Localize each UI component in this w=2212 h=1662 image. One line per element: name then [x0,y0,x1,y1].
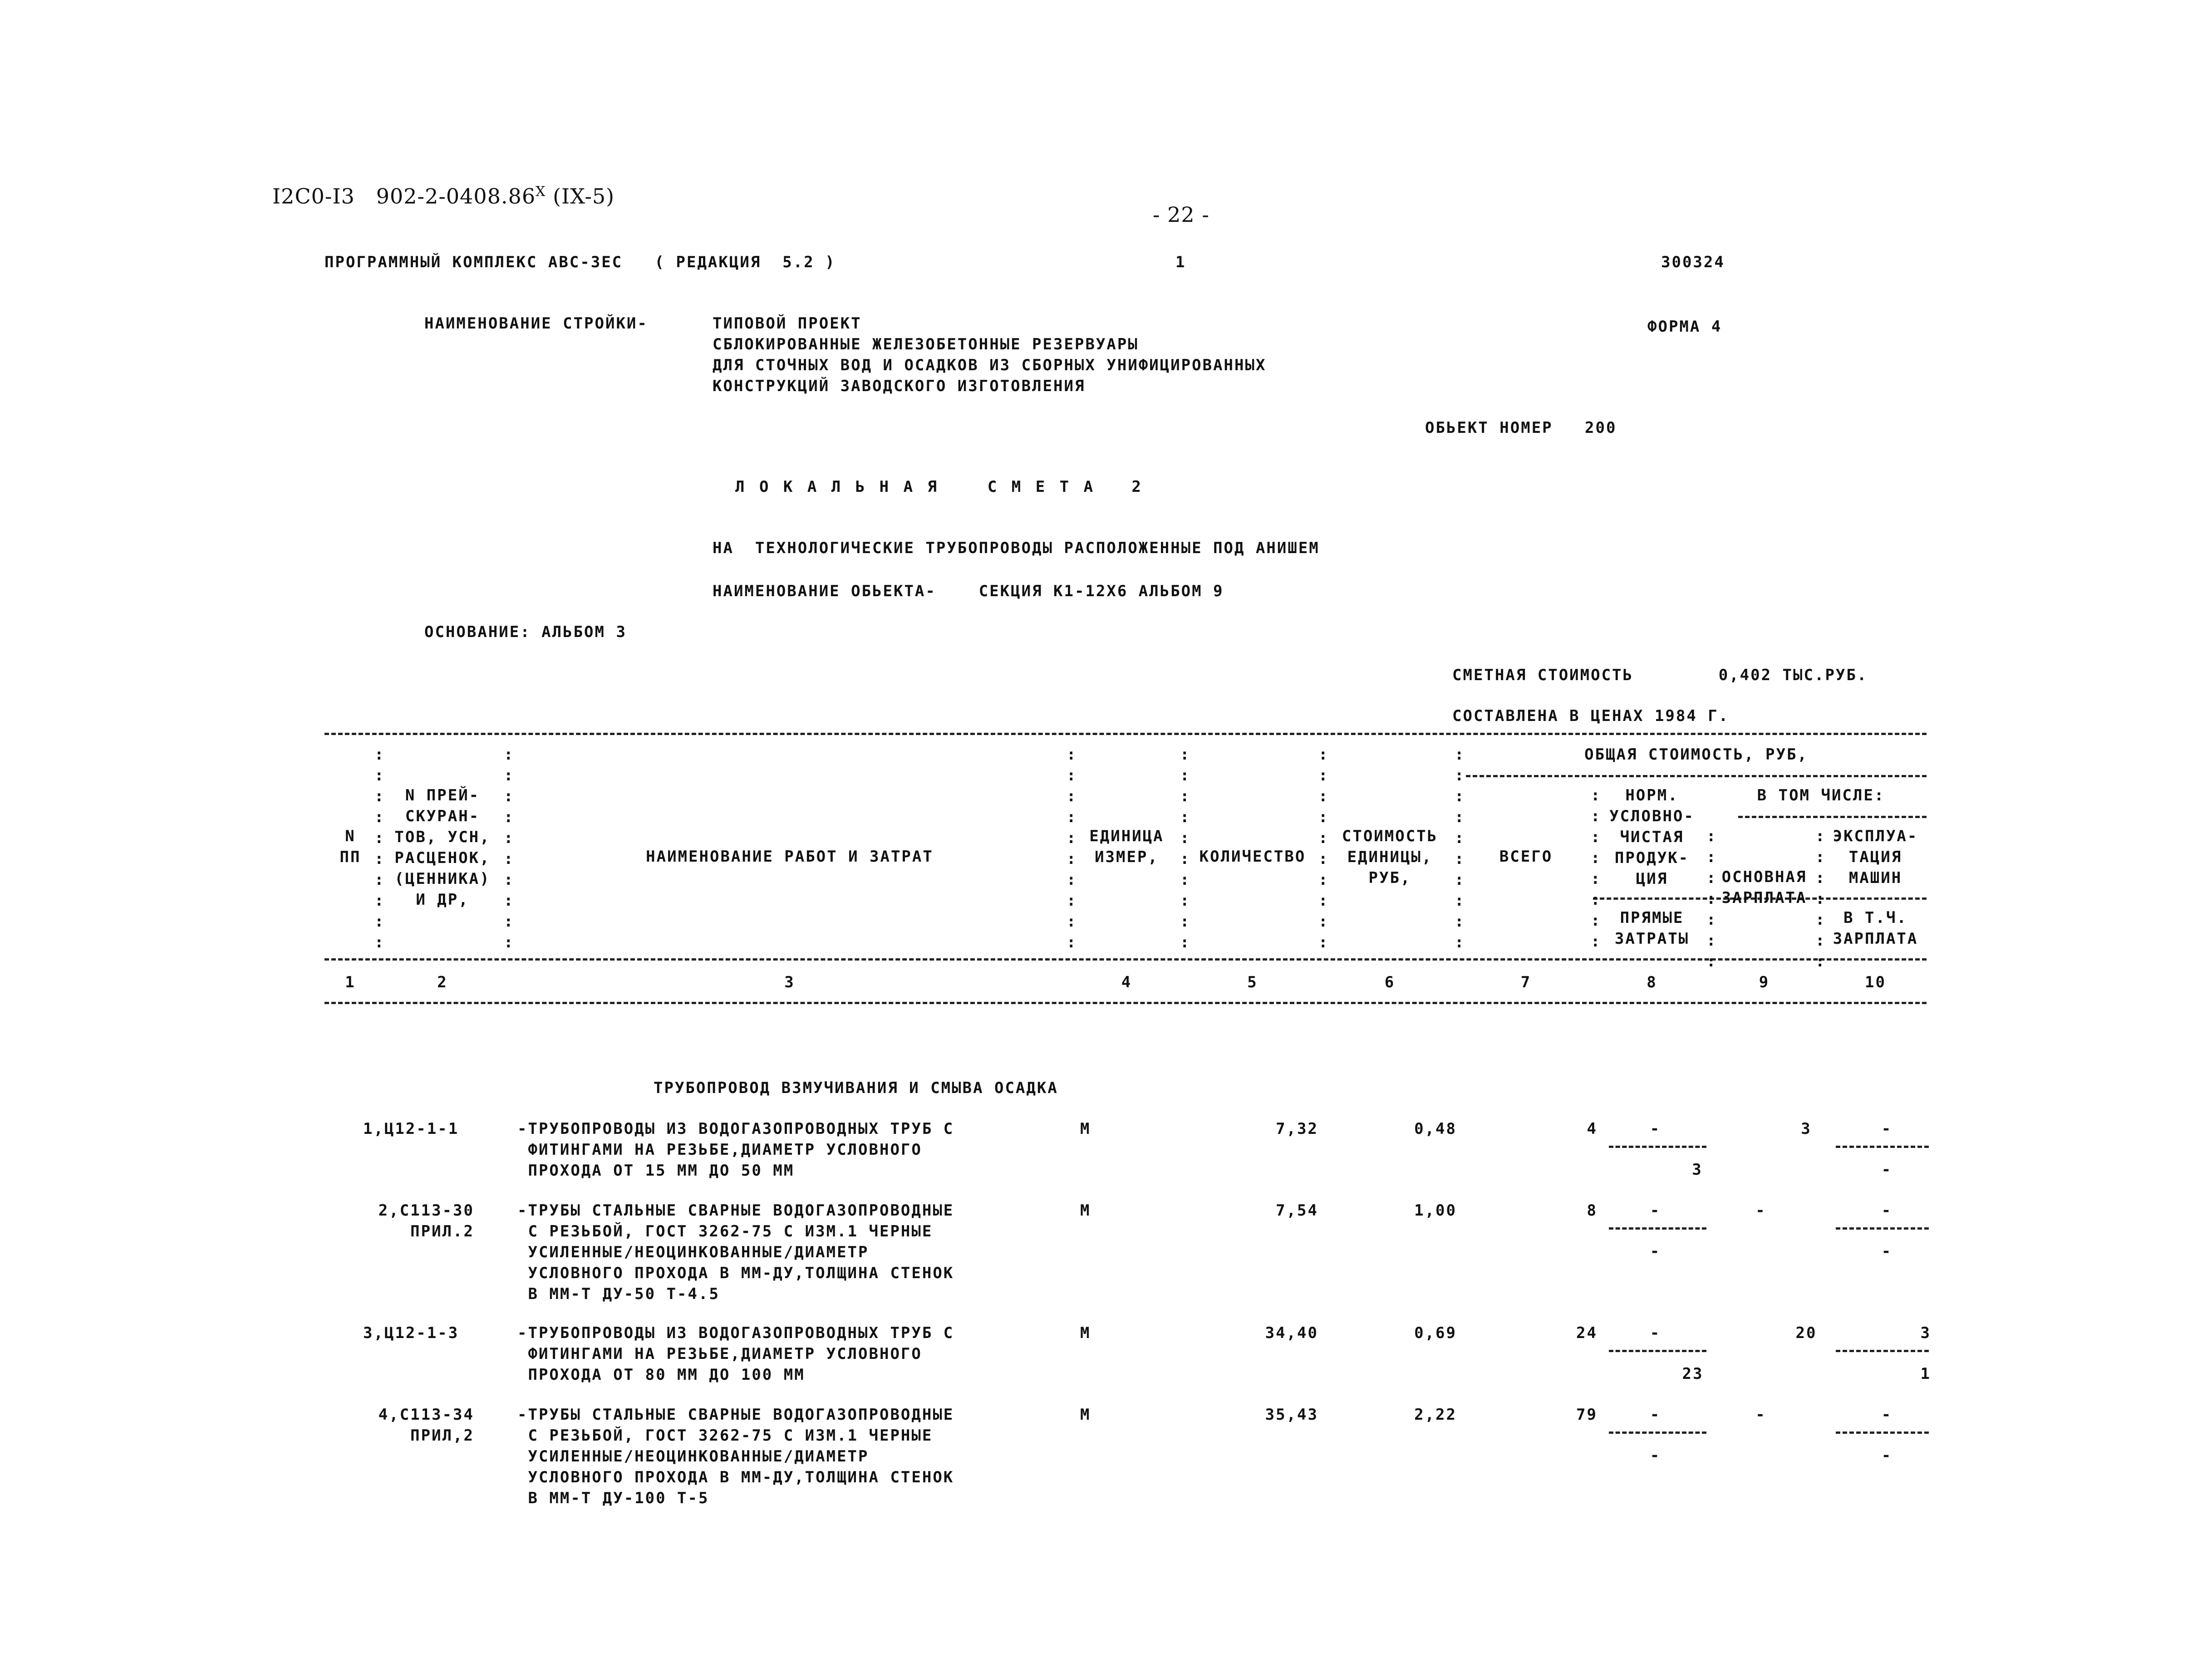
document-code: 300324 [1661,253,1725,271]
col-header-machine-operation: ЭКСПЛУА- ТАЦИЯ МАШИН [1833,827,1918,887]
row-norm-product: - [1650,1406,1661,1424]
cell-divider [1609,1227,1706,1230]
row-quantity: 7,54 [1276,1201,1318,1220]
row-unit: М [1080,1324,1091,1342]
row-direct-costs: - [1650,1242,1661,1260]
row-quantity: 34,40 [1265,1324,1318,1342]
price-base: СОСТАВЛЕНА В ЦЕНАХ 1984 Г. [1452,707,1730,725]
col-number: 4 [1121,973,1132,991]
column-separator: : : : : : : : : : : [1318,745,1328,951]
row-machine-salary: - [1881,1446,1892,1465]
row-code: 4,С113-34 ПРИЛ,2 [378,1406,474,1445]
col-number: 1 [345,973,356,991]
col-header-n: N ПП [339,827,361,866]
row-code: 3,Ц12-1-3 [363,1324,459,1342]
col-header-direct-costs: ПРЯМЫЕ ЗАТРАТЫ [1614,909,1690,948]
object-name: НАИМЕНОВАНИЕ ОБЬЕКТА- СЕКЦИЯ К1-12Х6 АЛЬБОМ 9 [713,582,1224,600]
document-title: Л О К А Л Ь Н А Я С М Е Т А 2 [735,478,1144,496]
col-header-total-cost: ОБЩАЯ СТОИМОСТЬ, РУБ, [1584,745,1808,764]
column-separator: : : : : : : : : : : [1180,745,1190,951]
column-separator: : : : : : : : : : : [1455,745,1464,951]
row-base-salary: - [1755,1406,1766,1424]
row-unit: М [1080,1201,1091,1220]
row-machine-salary: - [1881,1242,1892,1260]
section-title: ТРУБОПРОВОД ВЗМУЧИВАНИЯ И СМЫВА ОСАДКА [654,1079,1058,1097]
col-number: 5 [1247,973,1258,991]
column-separator: : : : : : : : : : : [504,745,513,951]
construction-name-line: ДЛЯ СТОЧНЫХ ВОД И ОСАДКОВ ИЗ СБОРНЫХ УНИФИЦИРОВАННЫХ [713,356,1267,374]
program-line: ПРОГРАММНЫЙ КОМПЛЕКС АВС-3ЕС ( РЕДАКЦИЯ 5.2 ) [324,253,836,271]
total-header-rule [1466,775,1927,777]
column-separator: : : : : : : : [1706,827,1716,971]
row-description: -ТРУБЫ СТАЛЬНЫЕ СВАРНЫЕ ВОДОГАЗОПРОВОДНЫЕ С РЕЗЬБОЙ, ГОСТ 3262-75 С ИЗМ.1 ЧЕРНЫЕ УСИЛЕННЫЕ/НЕОЦИНКОВАННЫЕ/ДИАМЕТР УСЛОВНОГО ПРОХОДА В ММ-ДУ,ТОЛЩИНА СТЕНОК В ММ-Т ДУ-50 Т-4.5 [517,1201,954,1303]
cell-divider [1836,1432,1929,1434]
row-direct-costs: 23 [1682,1365,1704,1383]
column-separator: : : : : : : : : : : [1067,745,1076,951]
col-header-unit: ЕДИНИЦА ИЗМЕР, [1089,827,1164,866]
row-description: -ТРУБОПРОВОДЫ ИЗ ВОДОГАЗОПРОВОДНЫХ ТРУБ С ФИТИНГАМИ НА РЕЗЬБЕ,ДИАМЕТР УСЛОВНОГО ПРОХОДА ОТ 15 ММ ДО 50 ММ [517,1120,954,1180]
row-direct-costs: - [1650,1446,1661,1465]
row-total: 79 [1576,1406,1598,1424]
col-number: 6 [1384,973,1396,991]
col-number: 2 [437,973,448,991]
row-total: 4 [1587,1120,1598,1138]
col-header-unit-cost: СТОИМОСТЬ ЕДИНИЦЫ, РУБ, [1342,827,1438,887]
construction-name [713,313,1266,397]
row-direct-costs: 3 [1692,1161,1703,1179]
cell-divider [1609,1432,1706,1434]
col-header-work-name: НАИМЕНОВАНИЕ РАБОТ И ЗАТРАТ [646,848,934,866]
row-machine-salary: 1 [1920,1365,1931,1383]
row-unit: М [1080,1120,1091,1138]
sheet-number: 1 [1175,253,1186,271]
table-header-bottom-rule [324,958,1927,961]
col-header-including: В ТОМ ЧИСЛЕ: [1757,786,1885,804]
form-number: ФОРМА 4 [1647,318,1722,336]
row-unit-cost: 0,69 [1414,1324,1457,1342]
incl-header-rule [1738,816,1927,818]
col-header-quantity: КОЛИЧЕСТВО [1199,848,1306,866]
cell-divider [1836,1146,1929,1148]
row-base-salary: - [1755,1201,1766,1220]
col-header-base-salary: ОСНОВНАЯ ЗАРПЛАТА [1721,868,1807,907]
basis-line: ОСНОВАНИЕ: АЛЬБОМ 3 [424,623,627,641]
column-separator: : : : : : : : : : : [374,745,384,951]
construction-label: НАИМЕНОВАНИЕ СТРОЙКИ- [424,314,648,333]
cell-divider [1609,1146,1706,1148]
col-number: 10 [1865,973,1886,991]
row-quantity: 35,43 [1265,1406,1318,1424]
row-norm-product: - [1650,1324,1661,1342]
row-description: -ТРУБОПРОВОДЫ ИЗ ВОДОГАЗОПРОВОДНЫХ ТРУБ С ФИТИНГАМИ НА РЕЗЬБЕ,ДИАМЕТР УСЛОВНОГО ПРОХОДА ОТ 80 ММ ДО 100 ММ [517,1324,954,1384]
document-stamp: I2C0-I3 $902-2-0408.86^X$ (IX-5) [272,184,615,209]
row-norm-product: - [1650,1201,1661,1220]
row-unit: М [1080,1406,1091,1424]
row-code: 2,С113-30 ПРИЛ.2 [378,1201,474,1240]
col-number: 7 [1520,973,1532,991]
row-unit-cost: 2,22 [1414,1406,1457,1424]
page-number: - 22 - [1153,202,1209,227]
col-number: 9 [1759,973,1770,991]
col-header-price-ref: N ПРЕЙ- СКУРАН- ТОВ, УСН, РАСЦЕНОК, (ЦЕННИКА) И ДР, [394,786,491,909]
row-machine-operation: 3 [1920,1324,1931,1342]
column-separator: : : : : : : : [1815,827,1825,971]
row-machine-operation: - [1881,1201,1892,1220]
row-base-salary: 3 [1801,1120,1812,1138]
row-quantity: 7,32 [1276,1120,1318,1138]
col-number: 8 [1647,973,1657,991]
col-header-incl-salary: В Т.Ч. ЗАРПЛАТА [1833,909,1918,948]
row-machine-operation: - [1881,1406,1892,1424]
column-separator: : : : : : : : : [1591,786,1600,951]
construction-name-line: КОНСТРУКЦИЙ ЗАВОДСКОГО ИЗГОТОВЛЕНИЯ [713,377,1086,395]
row-total: 8 [1587,1201,1598,1220]
row-machine-operation: - [1881,1120,1892,1138]
estimate-subject: НА ТЕХНОЛОГИЧЕСКИЕ ТРУБОПРОВОДЫ РАСПОЛОЖЕННЫЕ ПОД АНИШЕМ [713,539,1320,557]
row-unit-cost: 0,48 [1414,1120,1457,1138]
row-description: -ТРУБЫ СТАЛЬНЫЕ СВАРНЫЕ ВОДОГАЗОПРОВОДНЫЕ С РЕЗЬБОЙ, ГОСТ 3262-75 С ИЗМ.1 ЧЕРНЫЕ УСИЛЕННЫЕ/НЕОЦИНКОВАННЫЕ/ДИАМЕТР УСЛОВНОГО ПРОХОДА В ММ-ДУ,ТОЛЩИНА СТЕНОК В ММ-Т ДУ-100 Т-5 [517,1406,954,1507]
row-total: 24 [1576,1324,1598,1342]
table-numbers-rule [324,1002,1927,1004]
cell-divider [1836,1350,1929,1352]
row-machine-salary: - [1881,1161,1892,1179]
row-norm-product: - [1650,1120,1661,1138]
row-unit-cost: 1,00 [1414,1201,1457,1220]
estimated-cost: СМЕТНАЯ СТОИМОСТЬ 0,402 ТЫС.РУБ. [1452,666,1868,684]
row-code: 1,Ц12-1-1 [363,1120,459,1138]
construction-name-line: ТИПОВОЙ ПРОЕКТ [713,314,862,333]
cell-divider [1836,1227,1929,1230]
col-number: 3 [784,973,795,991]
col-header-norm-product: НОРМ. УСЛОВНО- ЧИСТАЯ ПРОДУК- ЦИЯ [1609,786,1695,888]
col-header-total: ВСЕГО [1499,848,1553,866]
object-number: ОБЬЕКТ НОМЕР 200 [1425,419,1617,437]
construction-name-line: СБЛОКИРОВАННЫЕ ЖЕЛЕЗОБЕТОННЫЕ РЕЗЕРВУАРЫ [713,335,1139,353]
cell-divider [1609,1350,1706,1352]
row-base-salary: 20 [1795,1324,1817,1342]
table-top-rule [324,733,1927,735]
